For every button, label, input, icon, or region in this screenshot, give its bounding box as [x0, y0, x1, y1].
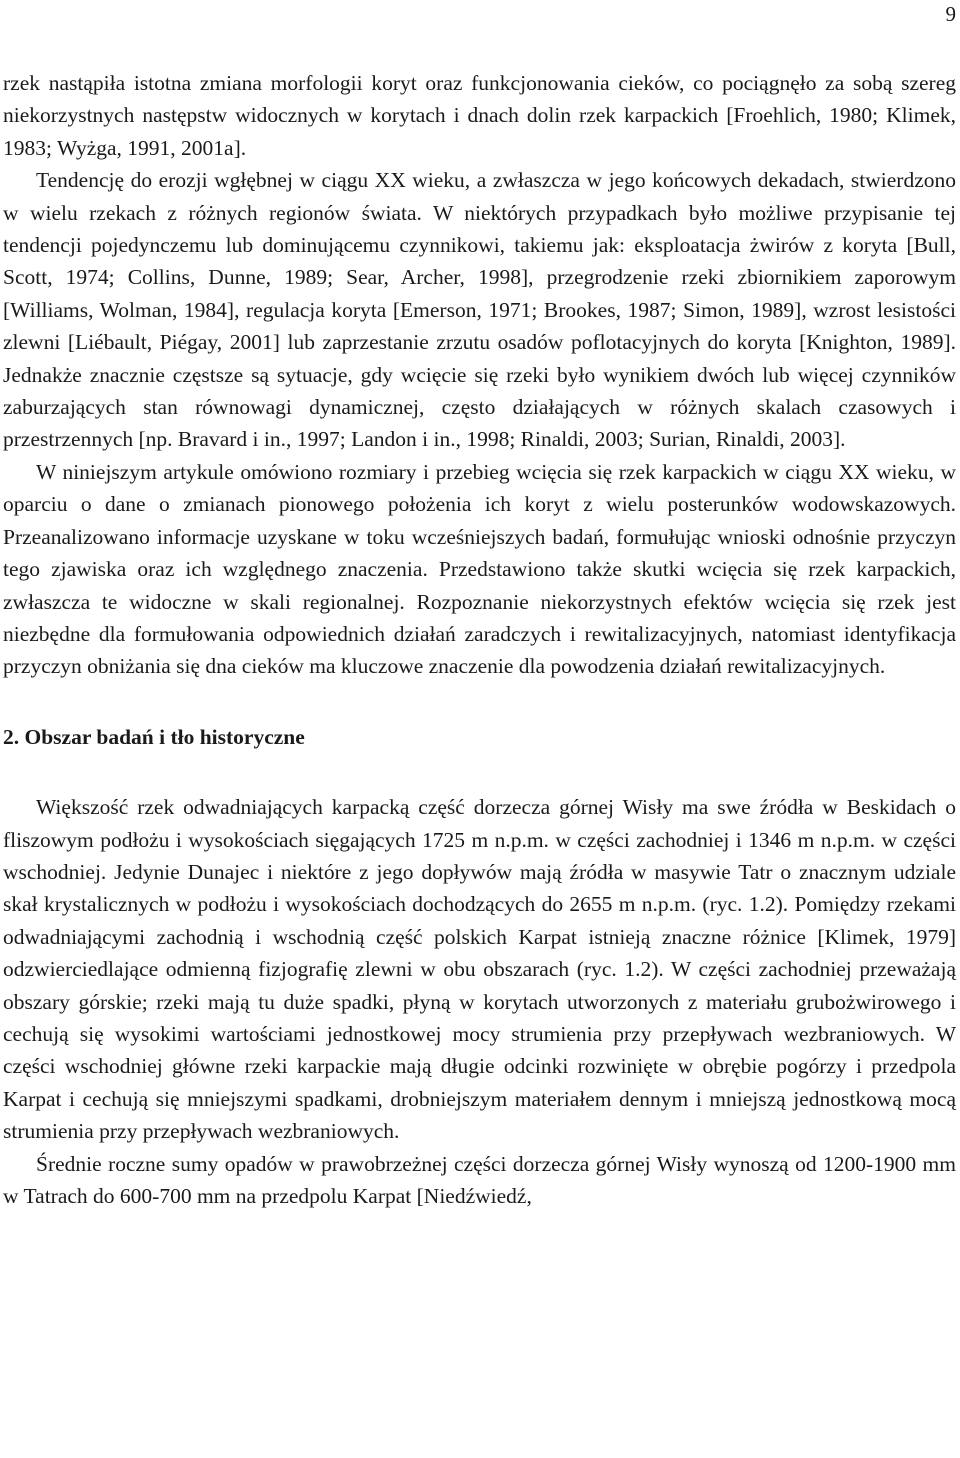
page-body — [3, 67, 956, 1212]
paragraph: rzek nastąpiła istotna zmiana morfologii koryt oraz funkcjonowania cieków, co pociągnęło za sobą szereg niekorzystnych następstw widocznych w korytach i dnach dolin rzek karpackich [Froehlich, 1980; Klimek, 1983; Wyżga, 1991, 2001a]. — [3, 71, 956, 160]
page-number: 9 — [945, 2, 956, 26]
paragraph: Tendencję do erozji wgłębnej w ciągu XX wieku, a zwłaszcza w jego końcowych dekadach, stwierdzono w wielu rzekach z różnych regionów świata. W niektórych przypadkach było możliwe przypisanie tej tendencji pojedynczemu lub dominującemu czynnikowi, takiemu jak: eksploatacja żwirów z koryta [Bull, Scott, 1974; Collins, Dunne, 1989; Sear, Archer, 1998], przegrodzenie rzeki zbiornikiem zaporowym [Williams, Wolman, 1984], regulacja koryta [Emerson, 1971; Brookes, 1987; Simon, 1989], wzrost lesistości zlewni [Liébault, Piégay, 2001] lub zaprzestanie zrzutu osadów poflotacyjnych do koryta [Knighton, 1989]. Jednakże znacznie częstsze są sytuacje, gdy wcięcie się rzeki było wynikiem dwóch lub więcej czynników zaburzających stan równowagi dynamicznej, często działających w różnych skalach czasowych i przestrzennych [np. Bravard i in., 1997; Landon i in., 1998; Rinaldi, 2003; Surian, Rinaldi, 2003]. — [3, 168, 956, 452]
paragraph: Średnie roczne sumy opadów w prawobrzeżnej części dorzecza górnej Wisły wynoszą od 1200-1900 mm w Tatrach do 600-700 mm na przedpolu Karpat [Niedźwiedź, — [3, 1151, 956, 1208]
paragraph: Większość rzek odwadniających karpacką część dorzecza górnej Wisły ma swe źródła w Beskidach o fliszowym podłożu i wysokościach sięgających 1725 m n.p.m. w części zachodniej i 1346 m n.p.m. w części wschodniej. Jedynie Dunajec i niektóre z jego dopływów mają źródła w masywie Tatr o znacznym udziale skał krystalicznych w podłożu i wysokościach dochodzących do 2655 m n.p.m. (ryc. 1.2). Pomiędzy rzekami odwadniającymi zachodnią i wschodnią część polskich Karpat istnieją znaczne różnice [Klimek, 1979] odzwierciedlające odmienną fizjografię zlewni w obu obszarach (ryc. 1.2). W części zachodniej przeważają obszary górskie; rzeki mają tu duże spadki, płyną w korytach utworzonych z materiału grubożwirowego i cechują się wysokimi wartościami jednostkowej mocy strumienia przy przepływach wezbraniowych. W części wschodniej główne rzeki karpackie mają długie odcinki rozwinięte w obrębie pogórzy i przedpola Karpat i cechują się mniejszymi spadkami, drobniejszym materiałem dennym i mniejszą jednostkową mocą strumienia przy przepływach wezbraniowych. — [3, 795, 956, 1144]
study-area-section — [3, 791, 956, 1212]
paragraph: W niniejszym artykule omówiono rozmiary i przebieg wcięcia się rzek karpackich w ciągu XX wieku, w oparciu o dane o zmianach pionowego położenia ich koryt z wielu posterunków wodowskazowych. Przeanalizowano informacje uzyskane w toku wcześniejszych badań, formułując wnioski odnośnie przyczyn tego zjawiska oraz ich względnego znaczenia. Przedstawiono także skutki wcięcia się rzek karpackich, zwłaszcza te widoczne w skali regionalnej. Rozpoznanie niekorzystnych efektów wcięcia się rzek jest niezbędne dla formułowania odpowiednich działań zaradczych i rewitalizacyjnych, natomiast identyfikacja przyczyn obniżania się dna cieków ma kluczowe znaczenie dla powodzenia działań rewitalizacyjnych. — [3, 459, 956, 679]
section-heading: 2. Obszar badań i tło historyczne — [3, 724, 305, 749]
intro-section — [3, 67, 956, 683]
